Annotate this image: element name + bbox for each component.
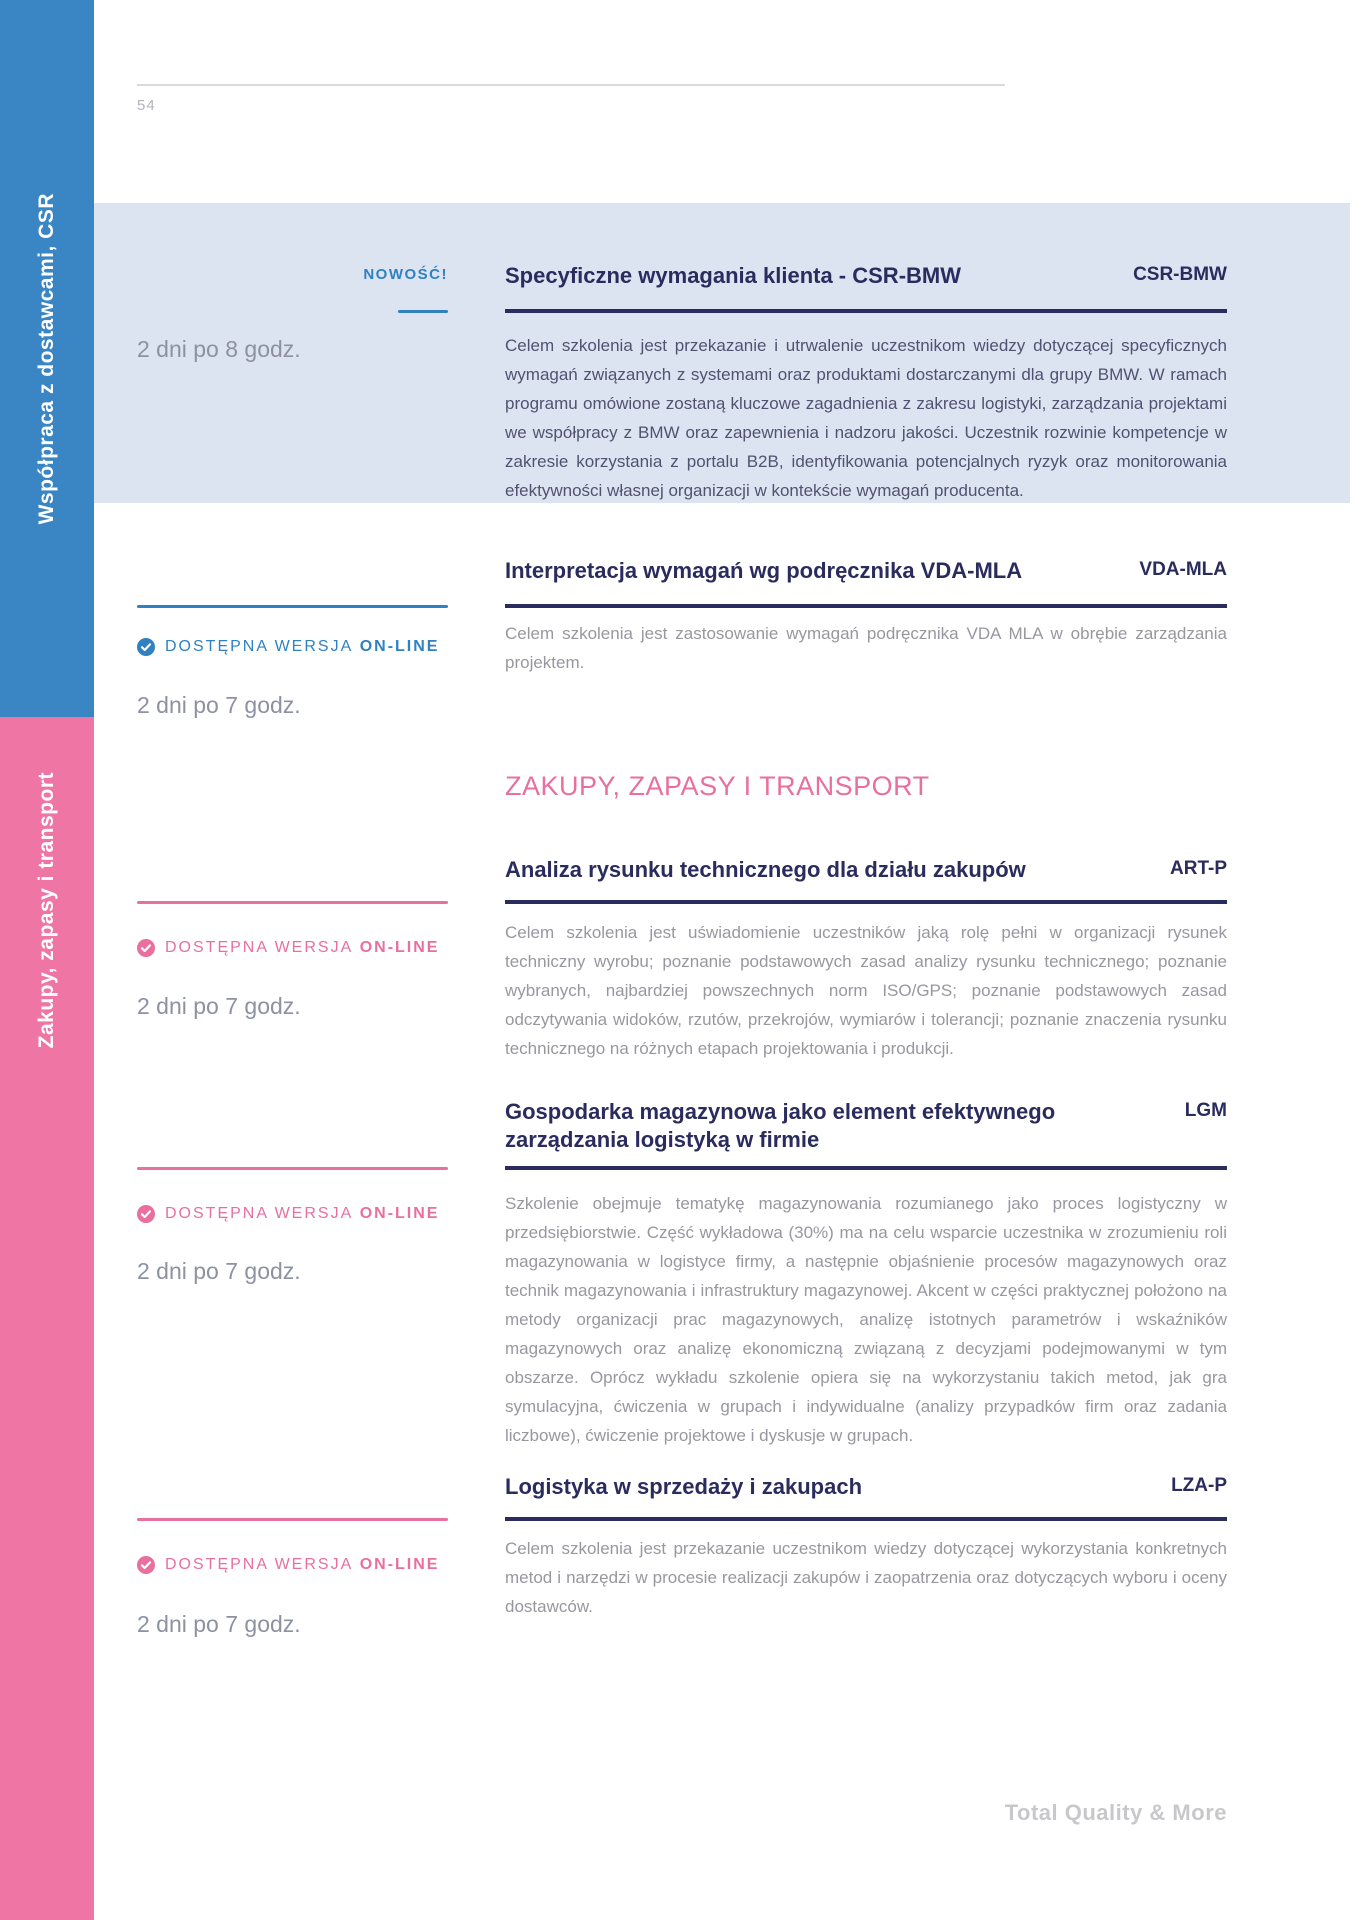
accent-rule [398, 310, 448, 313]
accent-rule [137, 605, 448, 608]
sidebar-section-suppliers-csr [0, 0, 94, 717]
course-duration: 2 dni po 8 godz. [137, 336, 301, 362]
check-circle-icon [137, 939, 155, 957]
course-header [505, 262, 1227, 290]
check-circle-icon [137, 1205, 155, 1223]
title-underline [505, 1166, 1227, 1170]
course-title: Specyficzne wymagania klienta - CSR-BMW [505, 263, 961, 288]
course-title: Logistyka w sprzedaży i zakupach [505, 1474, 863, 1499]
course-duration: 2 dni po 7 godz. [137, 692, 301, 718]
page-number: 54 [137, 97, 156, 114]
online-version-badge [137, 1205, 448, 1223]
sidebar-section-purchasing-transport [0, 717, 94, 1920]
course-description: Celem szkolenia jest zastosowanie wymagań podręcznika VDA MLA w obrębie zarządzania projektem. [505, 624, 1227, 672]
check-circle-icon [137, 638, 155, 656]
course-description: Celem szkolenia jest uświadomienie uczestników jaką rolę pełni w organizacji rysunek techniczny wyrobu; poznanie podstawowych zasad analizy rysunku technicznego; poznanie wybranych, najbardziej powszechnych norm ISO/GPS; poznanie podstawowych zasad odczytywania widoków, rzutów, przekrojów, wymiarów i tolerancji; poznanie znaczenia rysunku technicznego na różnych etapach projektowania i produkcji. [505, 923, 1227, 1058]
course-title: Interpretacja wymagań wg podręcznika VDA-MLA [505, 558, 1023, 583]
title-underline [505, 900, 1227, 904]
course-description: Celem szkolenia jest przekazanie i utrwalenie uczestnikom wiedzy dotyczącej specyficznych wymagań związanych z systemami oraz produktami dostarczanymi dla grupy BMW. W ramach programu omówione zostaną kluczowe zagadnienia z zakresu logistyki, zarządzania projektami we współpracy z BMW oraz zapewnienia i nadzoru jakości. Uczestnik rozwinie kompetencje w zakresie korzystania z portalu B2B, identyfikowania potencjalnych ryzyk oraz monitorowania efektywności własnej organizacji w kontekście wymagań producenta. [505, 336, 1227, 500]
course-header [505, 557, 1227, 585]
course-duration: 2 dni po 7 godz. [137, 1611, 301, 1637]
header-divider [137, 84, 1005, 86]
course-code: CSR-BMW [1133, 264, 1227, 285]
new-badge: NOWOŚĆ! [363, 266, 448, 283]
sidebar-label-suppliers-csr: Współpraca z dostawcami, CSR [35, 192, 58, 525]
title-underline [505, 604, 1227, 608]
category-heading: ZAKUPY, ZAPASY I TRANSPORT [505, 771, 930, 801]
course-description: Celem szkolenia jest przekazanie uczestnikom wiedzy dotyczącej wykorzystania konkretnych metod i narzędzi w procesie realizacji zakupów i zaopatrzenia oraz dotyczących wyboru i oceny dostawców. [505, 1539, 1227, 1616]
online-version-label: DOSTĘPNA WERSJA ON-LINE [165, 1205, 440, 1222]
sidebar-label-purchasing-transport: Zakupy, zapasy i transport [35, 772, 58, 1049]
accent-rule [137, 901, 448, 904]
course-description: Szkolenie obejmuje tematykę magazynowania rozumianego jako proces logistyczny w przedsiębiorstwie. Część wykładowa (30%) ma na celu wsparcie uczestnika w zrozumieniu roli magazynowania w logistyce firmy, a następnie objaśnienie procesów magazynowych oraz technik magazynowania i infrastruktury magazynowej. Akcent w części praktycznej położono na metody organizacji prac magazynowych, analizę istotnych parametrów i wskaźników magazynowych oraz analizę ekonomiczną związaną z decyzjami podejmowanymi w tym obszarze. Oprócz wykładu szkolenie opiera się na wykorzystaniu takich metod, jak gra symulacyjna, ćwiczenia w grupach i indywidualne (analizy przypadków firm oraz zadania liczbowe), ćwiczenie projektowe i dyskusje w grupach. [505, 1194, 1227, 1445]
course-code: ART-P [1170, 858, 1227, 879]
online-version-badge [137, 1556, 448, 1574]
online-version-badge [137, 939, 448, 957]
course-duration: 2 dni po 7 godz. [137, 993, 301, 1019]
course-duration: 2 dni po 7 godz. [137, 1258, 301, 1284]
online-version-badge [137, 638, 448, 656]
title-underline [505, 309, 1227, 313]
course-title: Gospodarka magazynowa jako element efektywnego zarządzania logistyką w firmie [505, 1099, 1056, 1152]
check-circle-icon [137, 1556, 155, 1574]
course-code: LGM [1184, 1100, 1227, 1121]
accent-rule [137, 1167, 448, 1170]
course-header [505, 856, 1227, 884]
online-version-label: DOSTĘPNA WERSJA ON-LINE [165, 1556, 440, 1573]
online-version-label: DOSTĘPNA WERSJA ON-LINE [165, 939, 440, 956]
online-version-label: DOSTĘPNA WERSJA ON-LINE [165, 638, 440, 655]
course-code: VDA-MLA [1139, 559, 1227, 580]
course-code: LZA-P [1171, 1475, 1227, 1496]
course-header [505, 1473, 1227, 1501]
title-underline [505, 1517, 1227, 1521]
accent-rule [137, 1518, 448, 1521]
footer-brand: Total Quality & More [1004, 1800, 1227, 1825]
course-header [505, 1098, 1227, 1154]
course-title: Analiza rysunku technicznego dla działu zakupów [505, 857, 1026, 882]
